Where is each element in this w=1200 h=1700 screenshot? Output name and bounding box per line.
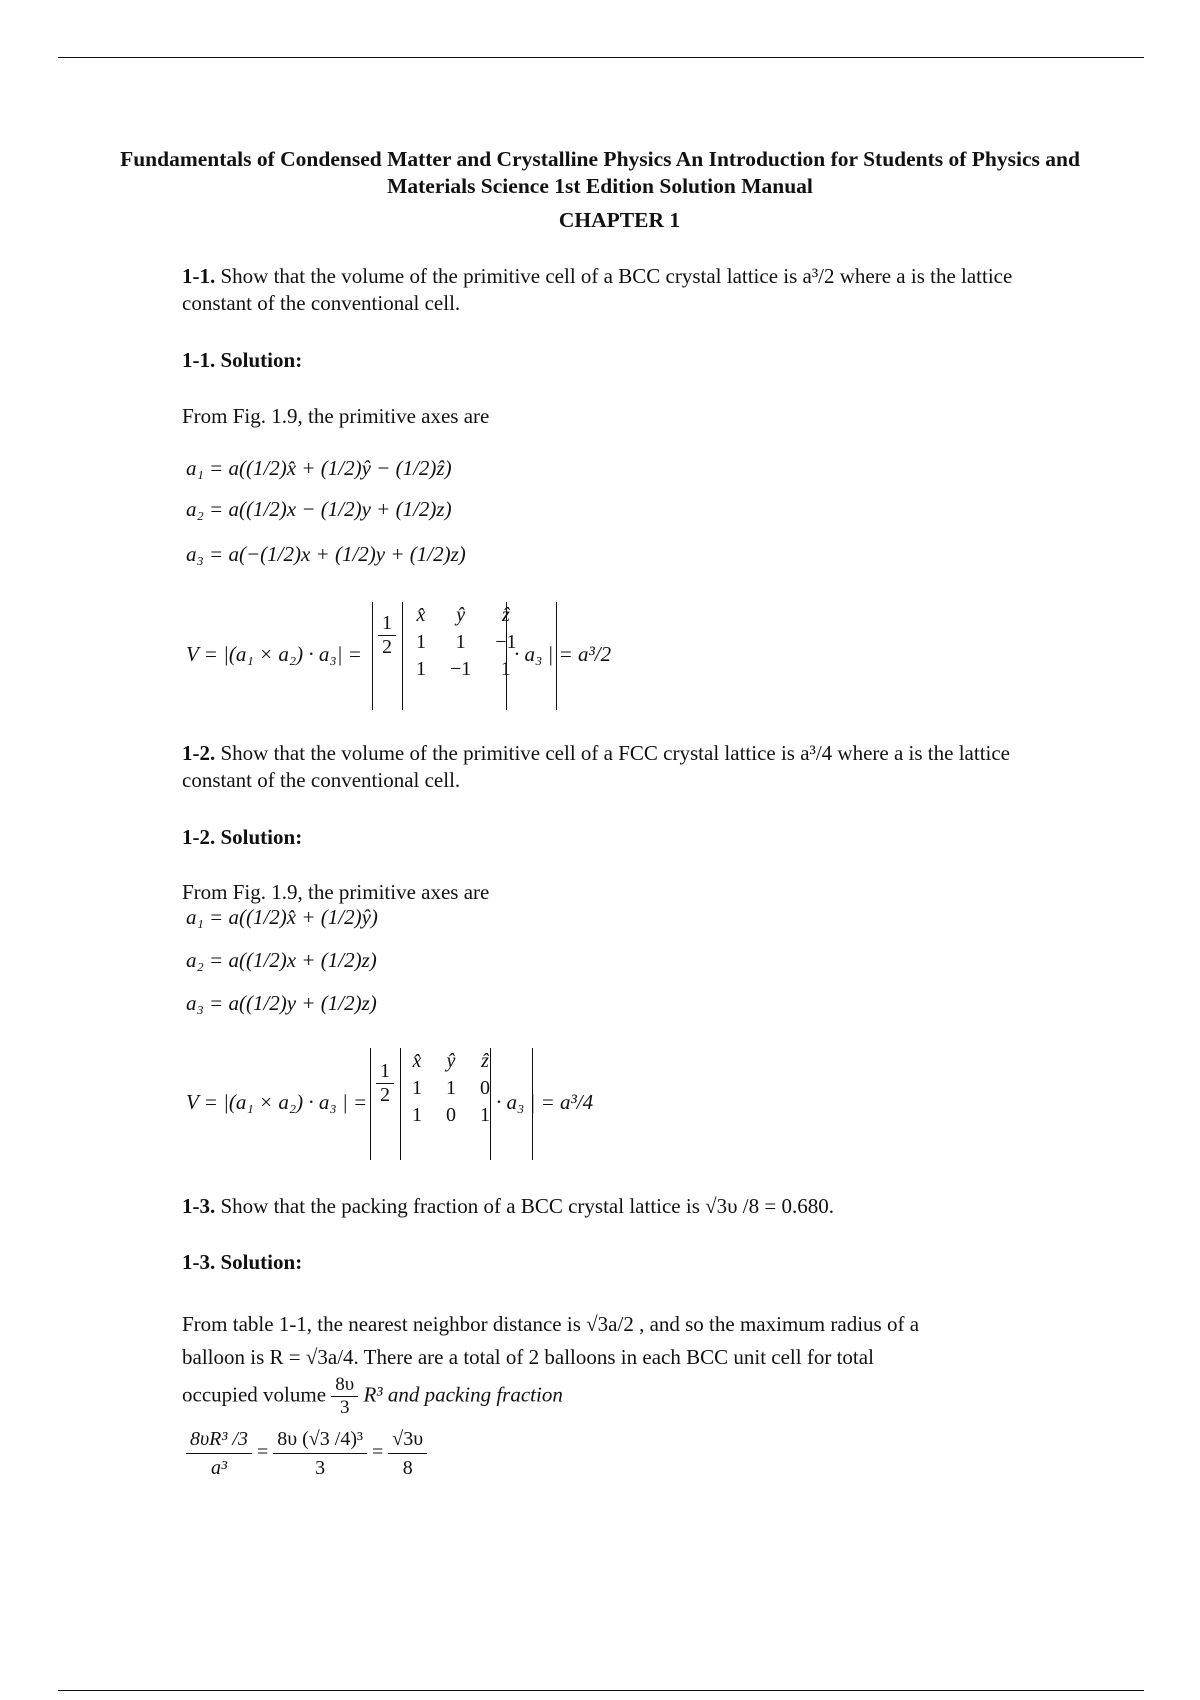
matrix-cell: ẑ [481,1050,489,1072]
matrix-cell: 0 [480,1077,490,1099]
matrix-cell: x̂ [412,1050,422,1072]
frac-num: 8υ (√3 /4)³ [273,1425,367,1454]
outer-bar-left-1 [372,602,373,710]
occupied-volume-label: occupied volume [182,1382,327,1407]
volume-lhs-1: V = |(a₁ × a₂) · a₃| = [186,642,362,666]
frac-den: 8 [402,1457,413,1479]
half-fraction-1: $\frac{1}{2}$ [378,612,396,659]
solution-line: From table 1-1, the nearest neighbor distance is √3a/2 , and so the maximum radius of a [182,1312,920,1336]
matrix-cell: 1 [480,1104,490,1126]
outer-bar-left-2 [370,1048,371,1160]
fraction-3 [388,1425,427,1482]
solution-1-2-heading: 1-2. Solution: [182,825,303,849]
matrix-cell: 1 [416,658,426,680]
matrix-cell: 1 [412,1104,422,1126]
document-title: Fundamentals of Condensed Matter and Crystalline Physics An Introduction for Students of Physics and Materials Science 1st Edition Solution Manual [120,147,1080,198]
axis-a1: a₁ = a((1/2)x̂ + (1/2)ŷ) [186,905,378,929]
problem-text: Show that the volume of the primitive cell of a BCC crystal lattice is a³/2 where a is the lattice constant of the conventional cell. [182,264,1013,315]
fraction-2 [273,1425,367,1482]
problem-text: Show that the packing fraction of a BCC crystal lattice is √3υ /8 = 0.680. [220,1194,834,1218]
equals: = [372,1441,384,1464]
matrix-cell: x̂ [416,604,426,626]
det-bar-left-1 [402,602,403,710]
problem-label: 1-3. [182,1194,216,1218]
frac-num: 8υR³ /3 [186,1425,252,1454]
matrix-cell: ŷ [446,1050,456,1072]
frac-num: √3υ [388,1425,427,1454]
bottom-rule [58,1690,1144,1691]
matrix-cell: ŷ [456,604,466,626]
fraction-1 [186,1425,252,1482]
matrix-cell: −1 [450,658,472,680]
matrix-cell: −1 [495,631,517,653]
frac-num: 8υ [331,1374,358,1397]
matrix-cell: 0 [446,1104,456,1126]
frac-den: a³ [210,1457,227,1479]
packing-fraction-equation [186,1425,427,1482]
volume-lhs-2: V = |(a₁ × a₂) · a₃ | = [186,1090,368,1114]
eight-pi-over-three [331,1374,358,1419]
problem-1-3-statement [182,1193,1062,1220]
solution-line: balloon is R = √3a/4. There are a total of 2 balloons in each BCC unit cell for total [182,1345,874,1369]
outer-bar-right-1 [556,602,557,710]
matrix-cell: 1 [416,631,426,653]
matrix-cell: 1 [500,658,511,680]
matrix-cell: ẑ [502,604,510,626]
solution-1-2-intro: From Fig. 1.9, the primitive axes are [182,880,490,904]
top-rule [58,57,1144,58]
volume-rhs-1: · a₃ | = a³/2 [514,642,612,666]
problem-1-2-statement [182,740,1062,794]
frac-den: 3 [315,1457,326,1479]
problem-label: 1-1. [182,264,216,288]
matrix-cell: 1 [455,631,466,653]
solution-line [182,1374,1062,1419]
problem-text: Show that the volume of the primitive cell of a FCC crystal lattice is a³/4 where a is the lattice constant of the conventional cell. [182,741,1010,792]
axis-a3: a₃ = a((1/2)y + (1/2)z) [186,991,377,1015]
axis-a2: a₂ = a((1/2)x − (1/2)y + (1/2)z) [186,497,452,521]
volume-rhs-2: · a₃ | = a³/4 [496,1090,594,1114]
problem-1-1-statement [182,263,1062,317]
axis-a2: a₂ = a((1/2)x + (1/2)z) [186,948,377,972]
matrix-cell: 1 [412,1077,422,1099]
solution-1-3-heading: 1-3. Solution: [182,1250,303,1274]
packing-fraction-label: R³ and packing fraction [363,1382,563,1407]
det-bar-right-2 [490,1048,491,1160]
problem-label: 1-2. [182,741,216,765]
det-bar-right-1 [506,602,507,710]
half-fraction-2: $\frac{1}{2}$ [376,1060,394,1107]
determinant-matrix-1 [404,602,529,683]
equals: = [256,1441,269,1464]
chapter-heading: CHAPTER 1 [558,208,681,232]
solution-1-3-text [182,1308,1062,1419]
outer-bar-right-2 [532,1048,533,1160]
solution-1-1-heading: 1-1. Solution: [182,348,303,372]
axis-a3: a₃ = a(−(1/2)x + (1/2)y + (1/2)z) [186,542,466,566]
frac-den: 3 [340,1397,350,1418]
determinant-matrix-2 [400,1048,502,1129]
axis-a1: a₁ = a((1/2)x̂ + (1/2)ŷ − (1/2)ẑ) [186,456,452,480]
matrix-cell: 1 [446,1077,456,1099]
solution-1-1-intro: From Fig. 1.9, the primitive axes are [182,404,490,428]
